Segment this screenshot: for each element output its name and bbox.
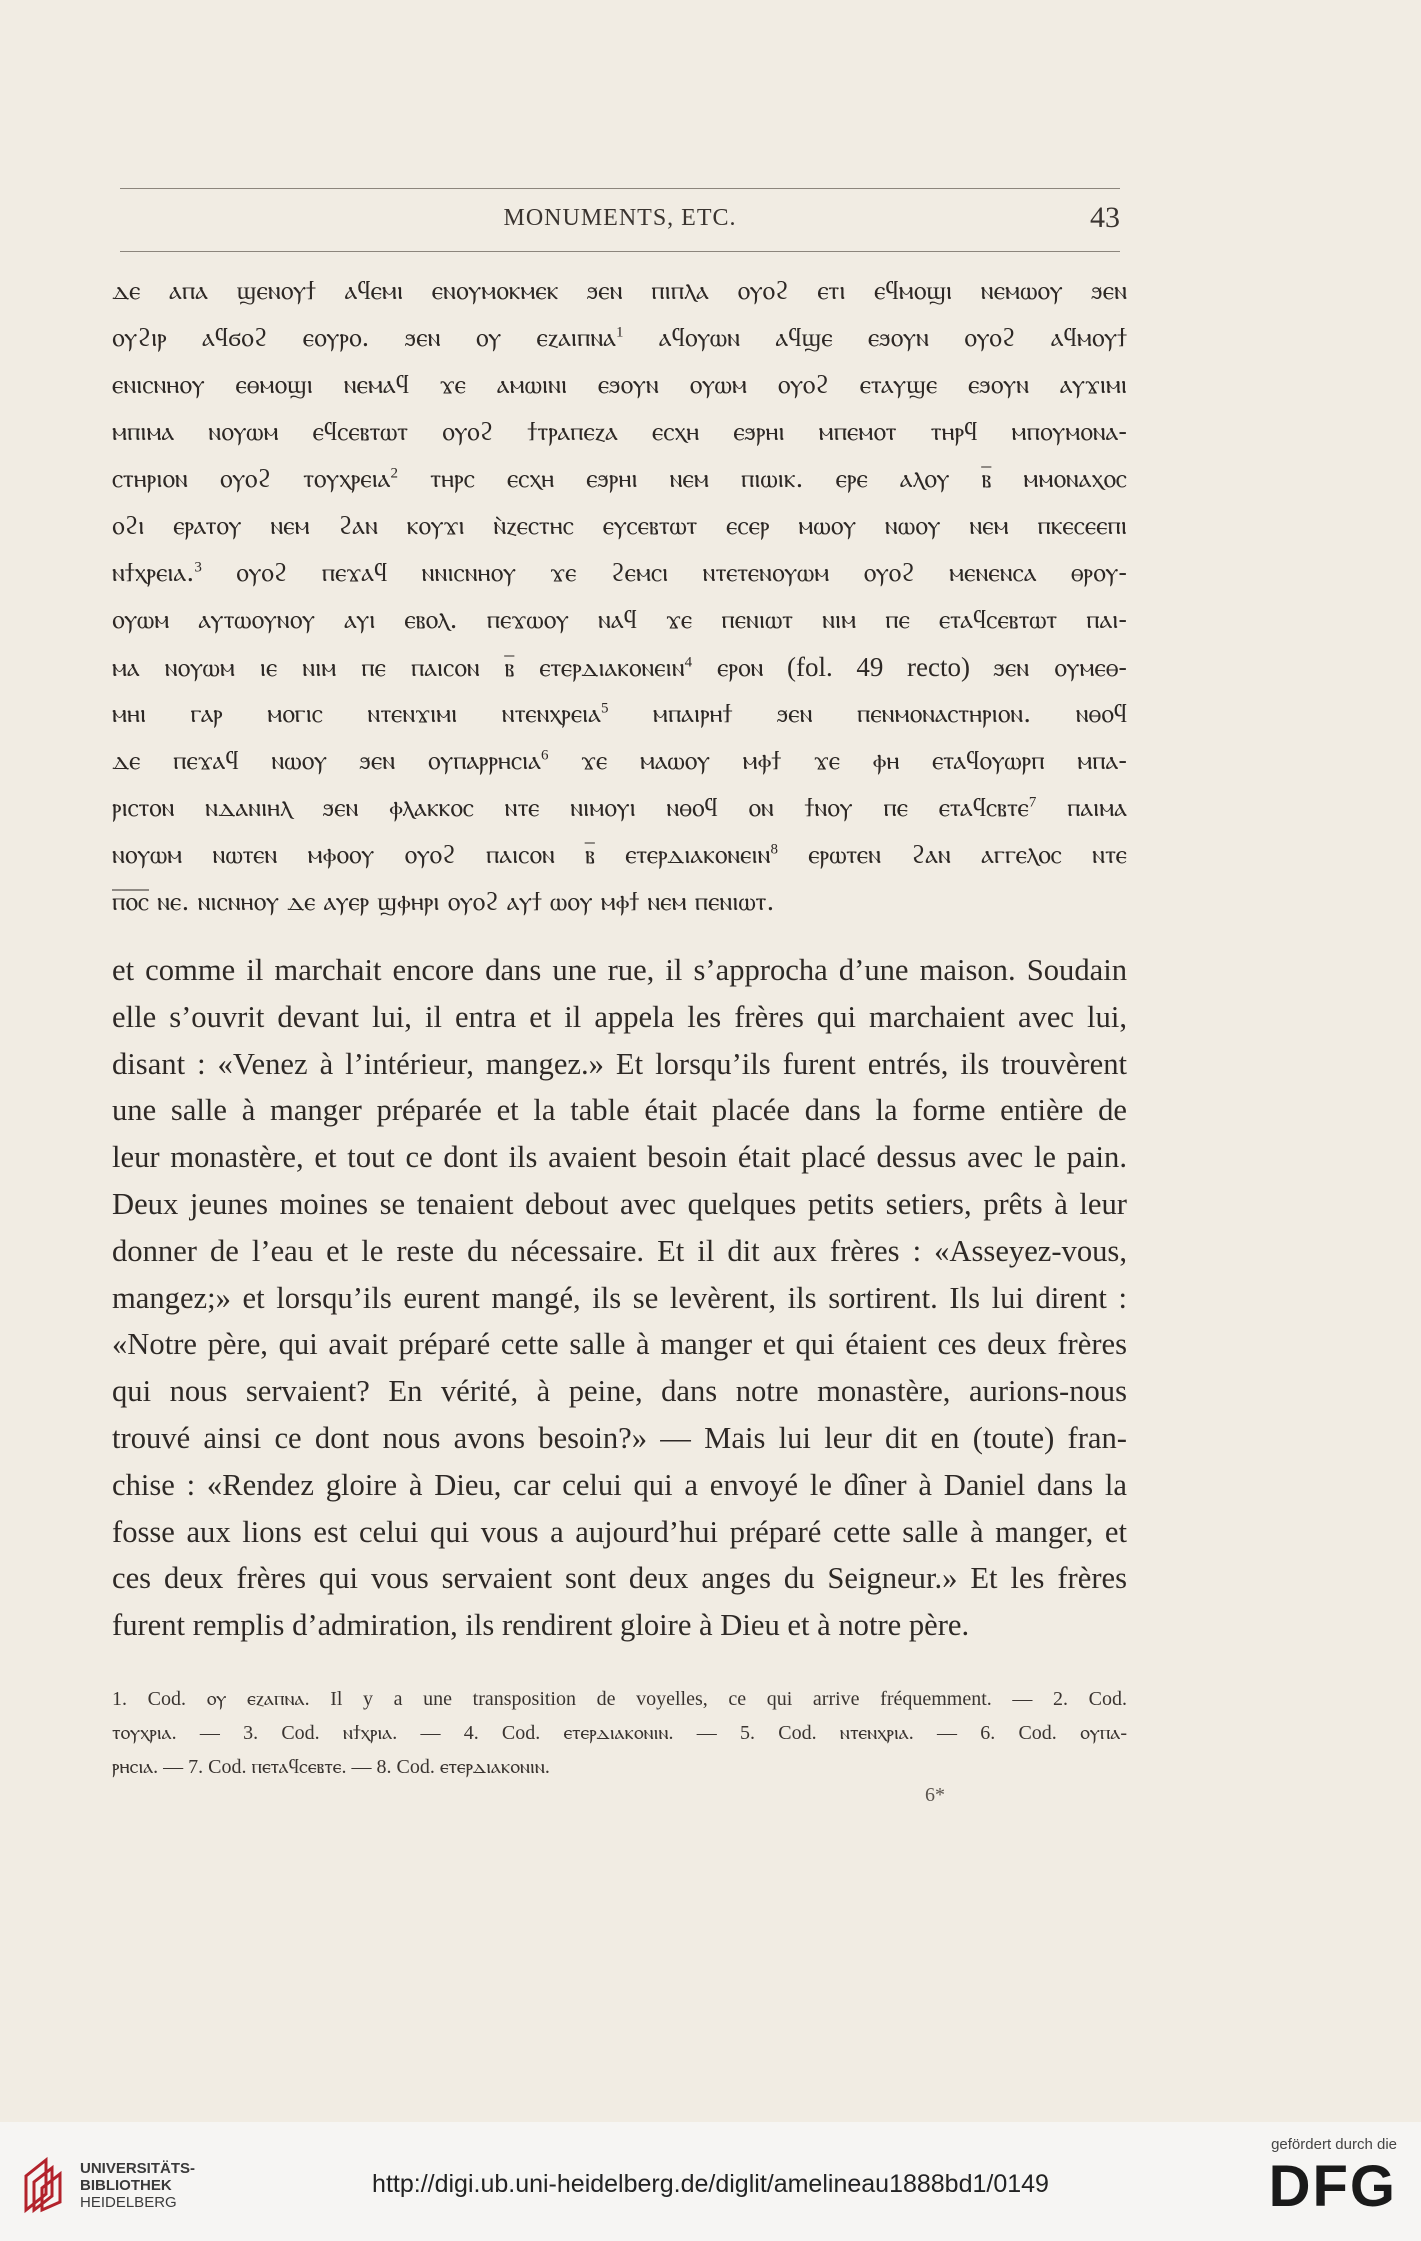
dfg-logo-icon xyxy=(1247,2156,1397,2212)
coptic-line xyxy=(112,503,1127,550)
french-line: et comme il marchait encore dans une rue, il s’approcha d’une maison. Soudain xyxy=(112,953,1127,987)
coptic-text-block xyxy=(112,268,1127,926)
footnote-line: ⲧⲟⲩⲭⲣⲓⲁ. — 3. Cod. ⲛϯⲭⲣⲓⲁ. — 4. Cod. ⲉⲧⲉⲣⲇⲓⲁⲕⲟⲛⲓⲛ. — 5. Cod. ⲛⲧⲉⲛⲭⲣⲓⲁ. — 6. Cod. ⲟⲩⲡⲁ- xyxy=(112,1722,1127,1744)
footnote-line: 1. Cod. ⲟⲩ ⲉⲍⲁⲡⲛⲁ. Il y a une transposition de voyelles, ce qui arrive fréquemment. — 2. Cod. xyxy=(112,1688,1127,1710)
coptic-segment: ⲡⲁⲓⲙⲁ xyxy=(1036,793,1127,823)
coptic-line xyxy=(112,409,1127,456)
coptic-line xyxy=(112,879,1127,926)
coptic-segment: ⲡ̅ⲟ̅ⲥ̅ ⲛⲉ. ⲛⲓⲥⲛⲏⲟⲩ ⲇⲉ ⲁⲩⲉⲣ ϣⲫⲏⲣⲓ ⲟⲩⲟϩ ⲁⲩϯ ⲱⲟⲩ ⲙⲫϯ ⲛⲉⲙ ⲡⲉⲛⲓⲱⲧ. xyxy=(112,887,775,917)
coptic-segment: ⲛϯⲭⲣⲉⲓⲁ. xyxy=(112,558,195,588)
french-line: ces deux frères qui vous servaient sont deux anges du Seigneur.» Et les frères xyxy=(112,1561,1127,1596)
footnote-ref: 1 xyxy=(616,324,624,341)
french-line: une salle à manger préparée et la table était placée dans la forme entière de xyxy=(112,1093,1127,1128)
french-translation-block xyxy=(112,947,1127,1649)
coptic-segment: ⲁϥⲟⲩⲱⲛ ⲁϥϣⲉ ⲉϧⲟⲩⲛ ⲟⲩⲟϩ ⲁϥⲙⲟⲩϯ xyxy=(623,323,1127,353)
french-line: «Notre père, qui avait préparé cette salle à manger et qui étaient ces deux frères xyxy=(112,1327,1127,1362)
running-title: MONUMENTS, ETC. xyxy=(503,205,737,231)
french-line: mangez;» et lorsqu’ils eurent mangé, ils se levèrent, ils sortirent. Ils lui dirent : xyxy=(112,1280,1127,1315)
coptic-segment: ⲟⲩϩⲓⲣ ⲁϥϭⲟϩ ⲉⲟⲩⲣⲟ. ϧⲉⲛ ⲟⲩ ⲉⲍⲁⲓⲡⲛⲁ xyxy=(112,323,617,353)
permalink-url[interactable]: http://digi.ub.uni-heidelberg.de/diglit/amelineau1888bd1/0149 xyxy=(372,2170,1049,2198)
coptic-line xyxy=(112,268,1127,315)
coptic-segment: ϧⲉⲛ ⲟⲩⲙⲉⲑ- xyxy=(993,653,1127,683)
french-line: elle s’ouvrit devant lui, il entra et il appela les frères qui marchaient avec lui, xyxy=(112,999,1127,1034)
page-number: 43 xyxy=(1090,201,1120,234)
coptic-line xyxy=(112,550,1127,597)
french-line: donner de l’eau et le reste du nécessaire. Et il dit aux frères : «Asseyez-vous, xyxy=(112,1233,1127,1268)
signature-mark: 6* xyxy=(925,1784,945,1806)
coptic-line xyxy=(112,785,1127,832)
french-line: fosse aux lions est celui qui vous a aujourd’hui préparé cette salle à manger, et xyxy=(112,1514,1127,1549)
footnotes-block xyxy=(112,1682,1127,1784)
coptic-segment: ⲙⲁ ⲛⲟⲩⲱⲙ ⲓⲉ ⲛⲓⲙ ⲡⲉ ⲡⲁⲓⲥⲟⲛ ⲃ̅ ⲉⲧⲉⲣⲇⲓⲁⲕⲟⲛⲉⲓⲛ xyxy=(112,653,685,683)
footnote-ref: 8 xyxy=(770,841,778,858)
footnote-ref: 3 xyxy=(194,559,202,576)
french-line: chise : «Rendez gloire à Dieu, car celui qui a envoyé le dîner à Daniel dans la xyxy=(112,1467,1127,1502)
coptic-segment: ⲥⲧⲏⲣⲓⲟⲛ ⲟⲩⲟϩ ⲧⲟⲩⲭⲣⲉⲓⲁ xyxy=(112,464,391,494)
footnote-ref: 7 xyxy=(1028,794,1037,811)
french-line: qui nous servaient? En vérité, à peine, dans notre monastère, aurions-nous xyxy=(112,1374,1127,1409)
footnote-ref: 5 xyxy=(600,700,609,717)
funder-caption: gefördert durch die xyxy=(1271,2136,1397,2153)
footnote-ref: 4 xyxy=(684,654,693,671)
coptic-line xyxy=(112,691,1127,738)
coptic-segment: ⲟⲩⲱⲙ ⲁⲩⲧⲱⲟⲩⲛⲟⲩ ⲁⲩⲓ ⲉⲃⲟⲗ. ⲡⲉϫⲱⲟⲩ ⲛⲁϥ ϫⲉ ⲡⲉⲛⲓⲱⲧ ⲛⲓⲙ ⲡⲉ ⲉⲧⲁϥⲥⲉⲃⲧⲱⲧ ⲡⲁⲓ- xyxy=(112,605,1127,635)
coptic-line xyxy=(112,362,1127,409)
digitization-footer xyxy=(0,2122,1421,2241)
french-line: disant : «Venez à l’intérieur, mangez.» Et lorsqu’ils furent entrés, ils trouvèrent xyxy=(112,1046,1127,1081)
institution-line-3: HEIDELBERG xyxy=(80,2194,177,2211)
coptic-segment: ⲇⲉ ⲡⲉϫⲁϥ ⲛⲱⲟⲩ ϧⲉⲛ ⲟⲩⲡⲁⲣⲣⲏⲥⲓⲁ xyxy=(112,746,541,776)
running-header xyxy=(120,201,1120,245)
coptic-segment: ⲉⲣⲱⲧⲉⲛ ϩⲁⲛ ⲁⲅⲅⲉⲗⲟⲥ ⲛⲧⲉ xyxy=(777,840,1127,870)
french-line: leur monastère, et tout ce dont ils avaient besoin était placé dessus avec le pain. xyxy=(112,1140,1127,1175)
coptic-line xyxy=(112,597,1127,644)
header-bottom-rule xyxy=(120,251,1120,252)
coptic-segment: ϫⲉ ⲙⲁⲱⲟⲩ ⲙⲫϯ ϫⲉ ⲫⲏ ⲉⲧⲁϥⲟⲩⲱⲣⲡ ⲙⲡⲁ- xyxy=(548,746,1127,776)
coptic-segment: ⲉⲛⲓⲥⲛⲏⲟⲩ ⲉⲑⲙⲟϣⲓ ⲛⲉⲙⲁϥ ϫⲉ ⲁⲙⲱⲓⲛⲓ ⲉϧⲟⲩⲛ ⲟⲩⲱⲙ ⲟⲩⲟϩ ⲉⲧⲁⲩϣⲉ ⲉϧⲟⲩⲛ ⲁⲩϫⲓⲙⲓ xyxy=(112,370,1127,400)
coptic-line xyxy=(112,832,1127,879)
coptic-line xyxy=(112,315,1127,362)
institution-line-2: BIBLIOTHEK xyxy=(80,2177,172,2194)
folio-reference: (fol. 49 recto) xyxy=(763,652,994,682)
coptic-line xyxy=(112,456,1127,503)
coptic-segment: ⲙⲡⲓⲙⲁ ⲛⲟⲩⲱⲙ ⲉϥⲥⲉⲃⲧⲱⲧ ⲟⲩⲟϩ ϯⲧⲣⲁⲡⲉⲍⲁ ⲉⲥⲭⲏ ⲉϧⲣⲏⲓ ⲙⲡⲉⲙⲟⲧ ⲧⲏⲣϥ ⲙⲡⲟⲩⲙⲟⲛⲁ- xyxy=(112,417,1127,447)
coptic-segment: ⲟϩⲓ ⲉⲣⲁⲧⲟⲩ ⲛⲉⲙ ϩⲁⲛ ⲕⲟⲩϫⲓ ⲛ̀ⲍⲉⲥⲧⲏⲥ ⲉⲩⲥⲉⲃⲧⲱⲧ ⲉⲥⲉⲣ ⲙⲱⲟⲩ ⲛⲱⲟⲩ ⲛⲉⲙ ⲡⲕⲉⲥⲉⲉⲡⲓ xyxy=(112,511,1127,541)
dfg-logo-text: DFG xyxy=(1268,2156,1397,2212)
coptic-segment: ⲇⲉ ⲁⲡⲁ ϣⲉⲛⲟⲩϯ ⲁϥⲉⲙⲓ ⲉⲛⲟⲩⲙⲟⲕⲙⲉⲕ ϧⲉⲛ ⲡⲓⲡⲗⲁ ⲟⲩⲟϩ ⲉⲧⲓ ⲉϥⲙⲟϣⲓ ⲛⲉⲙⲱⲟⲩ ϧⲉⲛ xyxy=(112,276,1127,306)
coptic-line xyxy=(112,738,1127,785)
coptic-segment: ⲛⲟⲩⲱⲙ ⲛⲱⲧⲉⲛ ⲙⲫⲟⲟⲩ ⲟⲩⲟϩ ⲡⲁⲓⲥⲟⲛ ⲃ̅ ⲉⲧⲉⲣⲇⲓⲁⲕⲟⲛⲉⲓⲛ xyxy=(112,840,771,870)
coptic-line xyxy=(112,644,1127,691)
french-line: trouvé ainsi ce dont nous avons besoin?» — Mais lui leur dit en (toute) fran- xyxy=(112,1420,1127,1455)
coptic-segment: ⲙⲏⲓ ⲅⲁⲣ ⲙⲟⲅⲓⲥ ⲛⲧⲉⲛϫⲓⲙⲓ ⲛⲧⲉⲛⲭⲣⲉⲓⲁ xyxy=(112,699,601,729)
header-top-rule xyxy=(120,188,1120,189)
coptic-segment: ⲙⲡⲁⲓⲣⲏϯ ϧⲉⲛ ⲡⲉⲛⲙⲟⲛⲁⲥⲧⲏⲣⲓⲟⲛ. ⲛⲑⲟϥ xyxy=(608,699,1127,729)
footnote-ref: 2 xyxy=(390,465,399,482)
coptic-segment: ⲉⲣⲟⲛ xyxy=(692,653,764,683)
coptic-segment: ⲧⲏⲣⲥ ⲉⲥⲭⲏ ⲉϧⲣⲏⲓ ⲛⲉⲙ ⲡⲓⲱⲓⲕ. ⲉⲣⲉ ⲁⲗⲟⲩ ⲃ̅ ⲙⲙⲟⲛⲁⲭⲟⲥ xyxy=(398,464,1127,494)
french-line: Deux jeunes moines se tenaient debout avec quelques petits setiers, prêts à leur xyxy=(112,1186,1127,1221)
footnote-ref: 6 xyxy=(540,747,549,764)
coptic-segment: ⲣⲓⲥⲧⲟⲛ ⲛⲇⲁⲛⲓⲏⲗ ϧⲉⲛ ⲫⲗⲁⲕⲕⲟⲥ ⲛⲧⲉ ⲛⲓⲙⲟⲩⲓ ⲛⲑⲟϥ ⲟⲛ ϯⲛⲟⲩ ⲡⲉ ⲉⲧⲁϥⲥⲃⲧⲉ xyxy=(112,793,1029,823)
french-line: furent remplis d’admiration, ils rendirent gloire à Dieu et à notre père. xyxy=(112,1608,970,1643)
footnote-line: ⲣⲏⲥⲓⲁ. — 7. Cod. ⲡⲉⲧⲁϥⲥⲉⲃⲧⲉ. — 8. Cod. ⲉⲧⲉⲣⲇⲓⲁⲕⲟⲛⲓⲛ. xyxy=(112,1756,550,1778)
institution-line-1: UNIVERSITÄTS- xyxy=(80,2160,196,2177)
coptic-segment: ⲟⲩⲟϩ ⲡⲉϫⲁϥ ⲛⲛⲓⲥⲛⲏⲟⲩ ϫⲉ ϩⲉⲙⲥⲓ ⲛⲧⲉⲧⲉⲛⲟⲩⲱⲙ ⲟⲩⲟϩ ⲙⲉⲛⲉⲛⲥⲁ ⲑⲣⲟⲩ- xyxy=(201,558,1127,588)
